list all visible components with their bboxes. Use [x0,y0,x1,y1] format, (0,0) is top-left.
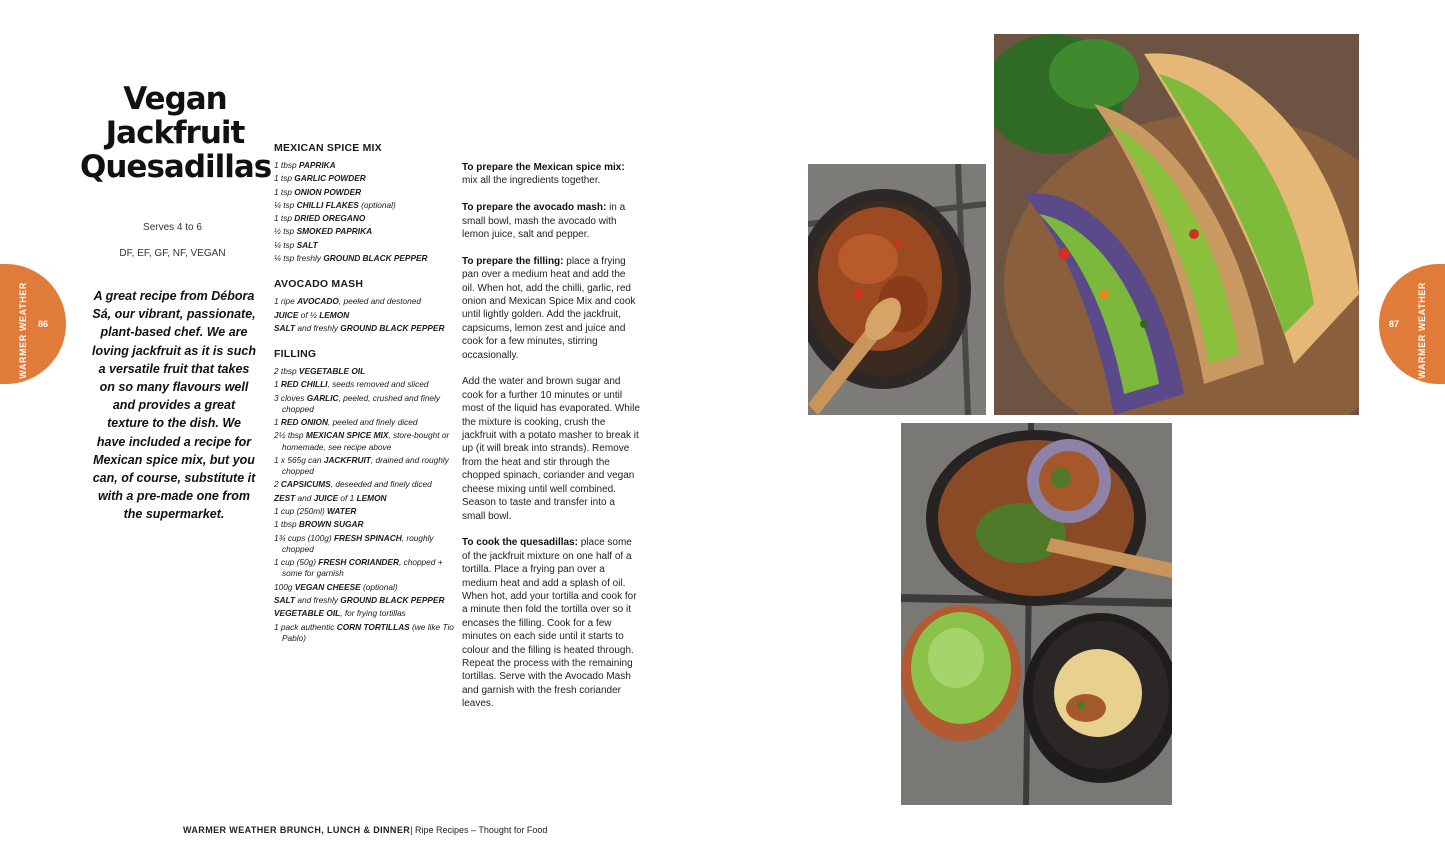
ingredient-heading: MEXICAN SPICE MIX [274,142,382,154]
ingredient-detail: 3 cloves [274,392,307,403]
ingredient-item [274,379,454,390]
ingredient-item [274,519,454,530]
ingredient-detail: and freshly [295,322,341,333]
ingredient-detail: (optional) [360,581,398,592]
ingredient-detail: 1 tbsp [274,160,299,170]
ingredient-heading: AVOCADO MASH [274,278,364,291]
step-lead: To cook the quesadillas: [462,537,578,549]
ingredient-item [274,310,454,321]
page-tab-left [0,264,66,384]
ingredient-list [274,366,454,644]
ingredient-detail: 2 tbsp [274,366,299,377]
ingredient-detail: 1 ripe [274,296,298,307]
recipe-title [80,82,270,184]
ingredient-name: CORN TORTILLAS [336,621,410,632]
ingredient-name: SMOKED PAPRIKA [296,226,373,237]
serves-text: Serves 4 to 6 [143,222,202,233]
ingredient-item [274,479,454,490]
ingredient-detail: 1 pack authentic [274,621,337,632]
ingredient-detail: ½ tsp [274,226,297,237]
ingredient-item [274,430,454,452]
ingredient-item [274,160,454,171]
ingredient-detail: and [295,492,314,503]
pan-photo-illustration [808,164,986,415]
ingredient-item [274,417,454,428]
ingredient-detail: , peeled, crushed and finely chopped [282,392,441,414]
ingredient-detail: 100g [274,581,295,592]
ingredient-detail: 1 tsp [274,186,295,197]
ingredient-item [274,493,454,504]
ingredient-name: JACKFRUIT [323,454,371,465]
ingredient-detail: 2½ tbsp [274,430,306,441]
ingredient-name: VEGAN CHEESE [294,581,361,592]
footer-book-title: Ripe Recipes – Thought for Food [414,825,548,835]
ingredient-name: VEGETABLE OIL [298,366,366,377]
ingredient-detail: , store-bought or homemade, see recipe above [282,430,450,452]
ingredient-name: LEMON [319,309,350,320]
ingredient-name: ONION POWDER [294,186,362,197]
ingredient-item [274,393,454,415]
ingredient-item [274,253,454,264]
ingredient-name: BROWN SUGAR [298,519,364,530]
section-label: WARMER WEATHER [18,282,28,379]
ingredient-detail: , roughly chopped [282,532,434,554]
method-step [462,255,640,362]
method-column [462,161,640,724]
page-footer [183,825,547,835]
method-step [462,161,640,188]
ingredient-name: AVOCADO [297,296,339,307]
ingredient-name: FRESH SPINACH [333,532,402,543]
ingredient-name: WATER [327,506,357,517]
ingredient-name: RED CHILLI [280,379,328,390]
footer-section: WARMER WEATHER BRUNCH, LUNCH & DINNER [183,825,411,835]
ingredient-name: JUICE [274,309,299,320]
ingredient-detail: 1 [274,379,281,390]
ingredient-detail: 1 tsp [274,213,295,224]
ingredient-name: MEXICAN SPICE MIX [305,430,389,441]
step-lead: To prepare the filling: [462,255,564,267]
ingredient-detail: 2 [274,479,281,490]
ingredient-detail: , seeds removed and sliced [327,379,429,390]
ingredient-detail: ¼ tsp [274,199,297,210]
method-step [462,536,640,710]
ingredient-detail: , peeled and destoned [338,296,421,307]
ingredient-item [274,506,454,517]
ingredient-name: GROUND BLACK PEPPER [323,253,428,264]
ingredient-item [274,595,454,606]
ingredient-item [274,622,454,644]
step-text: place a frying pan over a medium heat and add the oil. When hot, add the chilli, garlic, red onion and Mexican Spice Mix and cook until lightly golden. Add the jackfruit, capsicums, lemon zest and juice and cook for a few minutes, stirring occasionally. [462,255,636,361]
ingredient-detail: ¼ tsp freshly [274,253,324,264]
ingredient-detail: (optional) [358,199,396,210]
ingredient-name: SALT [274,322,296,333]
ingredient-item [274,173,454,184]
ingredient-item [274,582,454,593]
step-text: mix all the ingredients together. [462,175,601,187]
ingredient-name: CHILLI FLAKES [296,199,359,210]
footer-separator: | [410,825,415,835]
ingredient-detail: , deseeded and finely diced [330,479,432,490]
ingredient-item [274,200,454,211]
section-label: WARMER WEATHER [1417,282,1427,379]
ingredient-detail: and freshly [295,594,341,605]
ingredient-name: SALT [274,594,296,605]
ingredient-item [274,366,454,377]
ingredient-item [274,608,454,619]
step-text: in a small bowl, mash the avocado with lemon juice, salt and pepper. [462,202,626,241]
tacos-photo-illustration [994,34,1359,415]
ingredient-item [274,187,454,198]
photo-jackfruit-pan [808,164,986,415]
step-lead: To prepare the Mexican spice mix: [462,162,625,173]
title-line: Vegan [123,81,227,117]
ingredient-detail: 1¾ cups (100g) [274,532,334,543]
ingredient-detail: of ½ [298,309,320,320]
ingredient-detail: , drained and roughly chopped [282,454,449,477]
ingredient-name: LEMON [356,492,387,503]
dietary-tags: DF, EF, GF, NF, VEGAN [119,248,226,259]
ingredient-list [274,160,454,264]
photo-stovetop-cooking [901,423,1172,805]
step-text: place some of the jackfruit mixture on one half of a tortilla. Place a frying pan over a medium heat and add a splash of oil. When hot, add your tortilla and cook for a minute then fold the tortilla over so it encases the filling. Cook for a few minutes on each side until it starts to colour and the filling is heated through. Repeat the process with the remaining tortillas. Serve with the Avocado Mash and garnish with the fresh coriander leaves. [462,537,637,710]
ingredient-name: GROUND BLACK PEPPER [340,322,445,333]
page-number: 86 [38,319,49,329]
ingredient-item [274,240,454,251]
method-step [462,375,640,522]
ingredient-detail: , chopped + some for garnish [282,557,443,579]
ingredient-name: GARLIC [306,392,339,403]
title-line: Jackfruit [105,115,245,151]
ingredient-detail: 1 tsp [274,173,295,184]
ingredient-item [274,213,454,224]
ingredient-detail: of 1 [338,492,357,503]
photo-quesadillas-board [994,34,1359,415]
method-step [462,201,640,241]
step-text: Add the water and brown sugar and cook for a further 10 minutes or until most of the liquid has evaporated. While the mixture is cooking, crush the jackfruit with a potato masher to break it up (it will break into strands). Remove from the heat and stir through the chopped spinach, coriander and vegan cheese mixing until well combined. Season to taste and transfer into a small bowl. [462,376,640,522]
ingredient-item [274,226,454,237]
ingredient-heading: FILLING [274,348,317,361]
ingredient-name: GROUND BLACK PEPPER [340,594,445,605]
ingredient-name: GARLIC POWDER [294,173,366,184]
ingredient-name: FRESH CORIANDER [318,557,399,568]
ingredient-detail: , peeled and finely diced [327,417,418,428]
ingredient-detail: 1 cup (50g) [274,557,319,568]
ingredient-detail: , for frying tortillas [340,608,406,619]
page-number: 87 [1389,319,1400,329]
page-tab-right [1379,264,1445,384]
ingredient-item [274,296,454,307]
ingredient-name: DRIED OREGANO [294,213,366,224]
stove-photo-illustration [901,423,1172,805]
ingredient-list [274,296,454,334]
ingredient-detail: ¼ tsp [274,239,297,250]
ingredient-detail: 1 tbsp [274,519,299,530]
ingredient-name: VEGETABLE OIL [274,608,341,619]
ingredient-name: ZEST [274,492,296,503]
ingredient-detail: (we like Tio Pablo) [282,621,454,643]
ingredient-detail: 1 cup (250ml) [274,506,328,517]
ingredients-column [274,142,454,658]
ingredient-item [274,323,454,334]
ingredient-name: JUICE [313,492,339,503]
ingredient-name: CAPSICUMS [280,479,331,490]
step-lead: To prepare the avocado mash: [462,202,607,214]
title-line: Quesadillas [80,149,272,185]
ingredient-item [274,455,454,477]
ingredient-detail: 1 x 565g can [274,454,324,465]
ingredient-detail: 1 [274,417,281,428]
ingredient-name: PAPRIKA [298,160,336,170]
recipe-intro: A great recipe from Débora Sá, our vibrant, passionate, plant-based chef. We are loving jackfruit as it is such a versatile fruit that takes on so many flavours well and provides a great texture to the dish. We have included a recipe for Mexican spice mix, but you can, of course, substitute it with a pre-made one from the supermarket. [92,289,256,522]
ingredient-item [274,557,454,579]
ingredient-name: RED ONION [280,417,328,428]
ingredient-name: SALT [296,239,318,250]
ingredient-item [274,533,454,555]
